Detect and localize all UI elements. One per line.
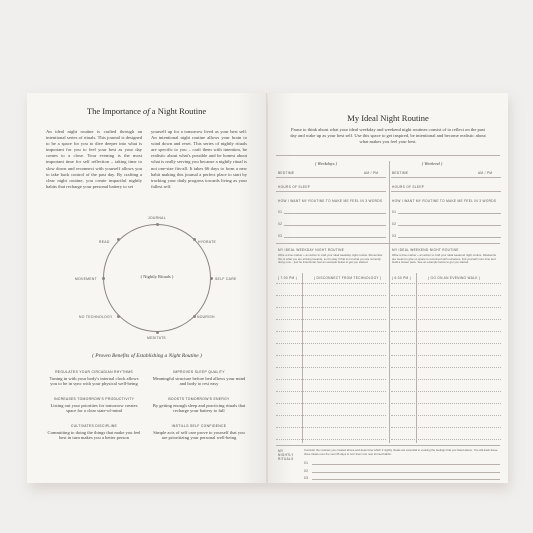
benefit-text: Committing to doing the things that make you feel best in turn makes you a better person [47, 429, 141, 441]
routine-line [276, 355, 386, 356]
wheel-dot [193, 238, 196, 241]
wheel-dot [156, 331, 159, 334]
intro-column-1: An ideal night routine is crafted through an intentional series of rituals. This journal is designed to be a space for you to dive deeper into what is important for you to feel your best as your day comes to a close. Your evening is the most important time for self reflection – taking time to slow down and reconnect with yourself allows you to take back control of the past day. By crafting a clear night routine, you create impactful nightly habits that recharge your personal battery to set [46, 129, 142, 189]
routine-line [391, 295, 501, 296]
weekday-am-pm: AM / PM [364, 171, 379, 175]
routine-line [276, 283, 386, 284]
weekend-example-action: ( GO ON AN EVENING WALK ) [428, 276, 481, 280]
benefit-item [46, 397, 142, 414]
time-column-divider [302, 273, 303, 443]
routine-line [391, 415, 501, 416]
column-divider [389, 161, 390, 443]
ritual-02: 02 [304, 469, 309, 473]
wheel-label-hydrate: HYDRATE [198, 240, 217, 244]
weekend-feel-01: 01 [392, 210, 397, 214]
wheel-label-no-technology: NO TECHNOLOGY [79, 315, 113, 319]
weekday-feel-label: HOW I WANT MY ROUTINE TO MAKE ME FEEL IN 3 WORDS [278, 199, 383, 203]
rule [276, 155, 500, 156]
routine-line [276, 379, 386, 380]
wheel-label-meditate: MEDITATE [147, 336, 167, 340]
nightly-rituals-label: MY NIGHTLY RITUALS [278, 449, 294, 461]
benefit-heading: INCREASES TOMORROW'S PRODUCTIVITY [53, 397, 135, 401]
weekend-routine-help: Write a time marker + an action to craft your ideal weekend night routine. Weekends are meant to give us space to reconnect with ourselves, find yourself more time and build a slower pace. See an example below to get you started. [392, 253, 496, 265]
routine-line [391, 355, 501, 356]
weekdays-heading: ( Weekdays ) [314, 161, 338, 166]
write-line [398, 225, 501, 226]
weekend-feel-02: 02 [392, 222, 397, 226]
benefit-heading: REGULATES YOUR CIRCADIAN RHYTHMS [55, 370, 133, 374]
wheel-label-read: READ [99, 240, 110, 244]
write-line [312, 479, 500, 480]
rule [276, 445, 500, 446]
routine-line [391, 403, 501, 404]
routine-line [276, 343, 386, 344]
benefits-title: ( Proven Benefits of Establishing a Night Routine ) [92, 353, 202, 359]
weekday-example-time: ( 7:00 PM ) [278, 276, 298, 280]
rule [391, 177, 501, 178]
routine-line [276, 403, 386, 404]
right-page [268, 93, 508, 483]
routine-line [276, 319, 386, 320]
benefit-heading: BOOSTS TOMORROW'S ENERGY [168, 397, 230, 401]
weekend-hours-label: HOURS OF SLEEP [392, 185, 425, 189]
weekend-feel-label: HOW I WANT MY ROUTINE TO MAKE ME FEEL IN 3 WORDS [392, 199, 497, 203]
benefit-text: Tuning in with your body's internal clock allows you to be in sync with your physical well-being [49, 375, 139, 387]
wheel-dot [193, 315, 196, 318]
wheel-dot [117, 238, 120, 241]
weekday-feel-03: 03 [278, 234, 283, 238]
routine-line [391, 379, 501, 380]
wheel-label-movement: MOVEMENT [75, 277, 97, 281]
open-journal [27, 93, 508, 483]
routine-line [391, 343, 501, 344]
benefit-item [151, 370, 247, 387]
rule [276, 243, 500, 244]
rule [391, 191, 501, 192]
benefit-item [151, 397, 247, 414]
routine-line [276, 307, 386, 308]
weekend-feel-03: 03 [392, 234, 397, 238]
write-line [398, 213, 501, 214]
rule [276, 191, 386, 192]
benefit-heading: IMPROVES SLEEP QUALITY [173, 370, 225, 374]
weekend-routine-label: MY IDEAL WEEKEND NIGHT ROUTINE [392, 248, 459, 252]
write-line [284, 225, 386, 226]
routine-line [276, 295, 386, 296]
benefit-heading: INSTILLS SELF CONFIDENCE [171, 424, 227, 428]
routine-line [276, 439, 386, 440]
routine-line [391, 439, 501, 440]
weekday-feel-01: 01 [278, 210, 283, 214]
wheel-label-journal: JOURNAL [148, 216, 166, 220]
wheel-dot [117, 315, 120, 318]
routine-line [276, 367, 386, 368]
weekday-routine-help: Write a time marker + an action to craft your ideal weekday night routine. Remember this is what you are striving towards, so it's okay if that is not what you are currently doing now – just be intentional, feel an example below to get you started. [278, 253, 383, 265]
wheel-dot [156, 223, 159, 226]
weekend-bedtime-label: BEDTIME [392, 171, 409, 175]
benefit-text: Meaningful structure before bed allows your mind and body to rest easy [152, 375, 246, 387]
wheel-dot [210, 277, 213, 280]
write-line [312, 472, 500, 473]
left-page-title: The Importance of a Night Routine [86, 106, 207, 116]
benefit-text: Listing out your priorities for tomorrow creates space for a clear state-of-mind [50, 402, 138, 414]
routine-line [391, 427, 501, 428]
intro-column-2: yourself up for a tomorrow lived as your best self. An intentional night routine allows your brain to wind down and reset. This series of nightly rituals are specific to you – craft them with intention, be realistic about what's possible and be honest about what is really serving you because a nightly ritual is not one-size fits-all. It takes 66 days to form a new habit making this journal a perfect place to start by tracking your daily progress towards living as your fullest self. [151, 129, 247, 189]
wheel-dot [102, 277, 105, 280]
right-page-intro: Pause to think about what your ideal weekday and weekend night routines consist of to reflect on the past day and wake up as your best self. Use this space to get inspired, be intentional and become realistic about what makes you feel your best. [290, 127, 486, 144]
right-page-title: My Ideal Night Routine [347, 113, 429, 123]
weekend-am-pm: AM / PM [478, 171, 493, 175]
wheel-label-nourish: NOURISH [197, 315, 215, 319]
weekday-routine-label: MY IDEAL WEEKDAY NIGHT ROUTINE [278, 248, 345, 252]
time-column-divider [416, 273, 417, 443]
write-line [284, 237, 386, 238]
benefit-item [151, 424, 247, 441]
routine-line [391, 367, 501, 368]
benefit-item [46, 424, 142, 441]
ritual-01: 01 [304, 461, 309, 465]
routine-line [391, 307, 501, 308]
left-page [27, 93, 267, 483]
routine-line [276, 427, 386, 428]
routine-line [276, 331, 386, 332]
weekend-example-time: ( 6:30 PM ) [392, 276, 412, 280]
benefit-item [46, 370, 142, 387]
write-line [398, 237, 501, 238]
routine-line [276, 391, 386, 392]
nightly-rituals-help: Consider the routines you created above and determine which 3 nightly rituals are essential to evoking the feelings that you listed above. You will track these three rituals over the next 66 days to turn them into new formed habits. [304, 448, 498, 456]
routine-line [276, 415, 386, 416]
weekday-hours-label: HOURS OF SLEEP [278, 185, 311, 189]
weekday-feel-02: 02 [278, 222, 283, 226]
benefit-text: By getting enough sleep and practicing rituals that recharge your battery to full [152, 402, 246, 414]
routine-line [391, 391, 501, 392]
wheel-label-self-care: SELF CARE [215, 277, 237, 281]
routine-line [391, 319, 501, 320]
weekday-bedtime-label: BEDTIME [278, 171, 295, 175]
routine-line [391, 331, 501, 332]
rule [276, 177, 386, 178]
weekend-heading: ( Weekend ) [421, 161, 443, 166]
wheel-center-label: ( Nightly Rituals ) [140, 274, 174, 279]
write-line [284, 213, 386, 214]
benefit-heading: CULTIVATES DISCIPLINE [70, 424, 118, 428]
routine-line [391, 283, 501, 284]
write-line [312, 464, 500, 465]
weekday-example-action: ( DISCONNECT FROM TECHNOLOGY ) [314, 276, 382, 280]
benefit-text: Simple acts of self care prove to yourself that you are prioritizing your personal well-being [153, 429, 245, 441]
ritual-03: 03 [304, 476, 309, 480]
